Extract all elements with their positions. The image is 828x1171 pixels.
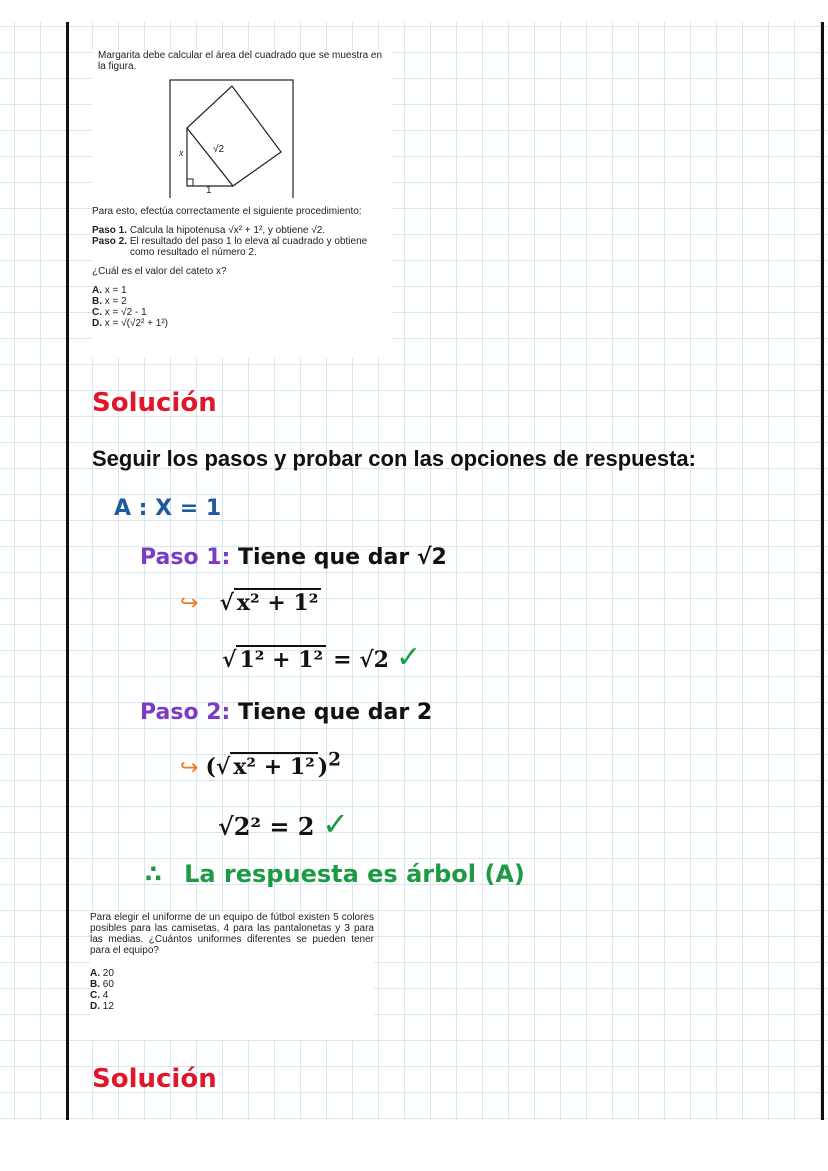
step-1-line bbox=[140, 545, 447, 570]
right-margin-line bbox=[821, 22, 824, 1120]
figure-label-base: 1 bbox=[206, 185, 212, 196]
option-a bbox=[90, 968, 374, 979]
question-1 bbox=[92, 50, 392, 358]
question-1-prompt: ¿Cuál es el valor del cateto x? bbox=[92, 266, 227, 277]
step-2-formula: x² + 1² bbox=[230, 752, 317, 780]
option-letter: D. bbox=[92, 318, 102, 329]
option-letter: C. bbox=[92, 307, 102, 318]
conclusion-text: La respuesta es árbol (A) bbox=[184, 860, 525, 888]
question-1-intro: Margarita debe calcular el área del cuadrado que se muestra en la figura. bbox=[98, 50, 383, 72]
step-1-eval-line: √ 1² + 1² = √2 ✓ bbox=[222, 640, 422, 675]
square-figure bbox=[92, 74, 392, 198]
step-1-formula-line: ↪ √ x² + 1² bbox=[180, 590, 321, 616]
orange-arrow-icon: ↪ bbox=[180, 755, 199, 781]
step-2 bbox=[92, 236, 392, 258]
solution-2-heading: Solución bbox=[92, 1064, 217, 1094]
check-icon: ✓ bbox=[322, 805, 349, 843]
step-2-text: Tiene que dar 2 bbox=[238, 700, 433, 725]
option-text: 60 bbox=[102, 979, 114, 990]
option-text: 12 bbox=[102, 1001, 114, 1012]
step-2-label: Paso 2: bbox=[140, 700, 231, 725]
option-a bbox=[92, 285, 392, 296]
question-2-options bbox=[90, 968, 374, 1012]
solution-instruction: Seguir los pasos y probar con las opciones de respuesta: bbox=[92, 446, 696, 471]
option-letter: A. bbox=[92, 285, 102, 296]
option-d bbox=[90, 1001, 374, 1012]
step-1-result: = √2 bbox=[333, 647, 389, 673]
option-c bbox=[90, 990, 374, 1001]
question-2 bbox=[90, 912, 374, 1040]
option-text: x = √2 - 1 bbox=[104, 307, 147, 318]
left-margin-line bbox=[66, 22, 69, 1120]
figure-label-x: x bbox=[179, 148, 184, 159]
option-letter: A. bbox=[90, 968, 100, 979]
step-1-eval: 1² + 1² bbox=[236, 645, 326, 673]
procedure-intro: Para esto, efectúa correctamente el siguiente procedimiento: bbox=[92, 206, 362, 217]
step-1-label: Paso 1: bbox=[140, 545, 231, 570]
step-1-text: Calcula la hipotenusa √x² + 1², y obtiene √2. bbox=[129, 225, 326, 236]
option-text: 20 bbox=[102, 968, 114, 979]
step-2-formula-line: ↪ (√ x² + 1² )$^2$ bbox=[180, 750, 341, 781]
step-1-label: Paso 1. bbox=[92, 225, 128, 236]
option-text: x = 1 bbox=[104, 285, 127, 296]
step-1 bbox=[92, 225, 392, 236]
figure-label-hypotenuse: √2 bbox=[213, 144, 225, 155]
step-2-line bbox=[140, 700, 432, 725]
step-2-label: Paso 2. bbox=[92, 236, 128, 247]
option-letter: D. bbox=[90, 1001, 100, 1012]
step-2-text: El resultado del paso 1 lo eleva al cuadrado y obtiene como resultado el número 2. bbox=[129, 236, 368, 258]
step-1-formula: x² + 1² bbox=[234, 588, 321, 616]
option-c bbox=[92, 307, 392, 318]
option-test: A : X = 1 bbox=[114, 496, 222, 521]
therefore-icon: ∴ bbox=[145, 860, 162, 888]
step-2-eval: √2² = 2 bbox=[218, 812, 315, 841]
conclusion bbox=[145, 860, 525, 888]
option-b bbox=[92, 296, 392, 307]
orange-arrow-icon: ↪ bbox=[180, 591, 199, 616]
option-text: x = 2 bbox=[104, 296, 127, 307]
solution-1-heading: Solución bbox=[92, 388, 217, 418]
option-letter: B. bbox=[92, 296, 102, 307]
option-b bbox=[90, 979, 374, 990]
option-letter: B. bbox=[90, 979, 100, 990]
question-2-text: Para elegir el uniforme de un equipo de fútbol existen 5 colores posibles para las camisetas, 4 para las pantalonetas y 3 para las medias. ¿Cuántos uniformes diferentes se pueden tener para el equipo? bbox=[90, 912, 374, 956]
option-text: 4 bbox=[102, 990, 109, 1001]
option-letter: C. bbox=[90, 990, 100, 1001]
option-text: x = √(√2² + 1²) bbox=[104, 318, 168, 329]
step-1-text: Tiene que dar √2 bbox=[238, 545, 447, 570]
option-d bbox=[92, 318, 392, 329]
question-1-options bbox=[92, 285, 392, 329]
step-2-eval-line bbox=[218, 805, 349, 843]
check-icon: ✓ bbox=[395, 640, 422, 675]
